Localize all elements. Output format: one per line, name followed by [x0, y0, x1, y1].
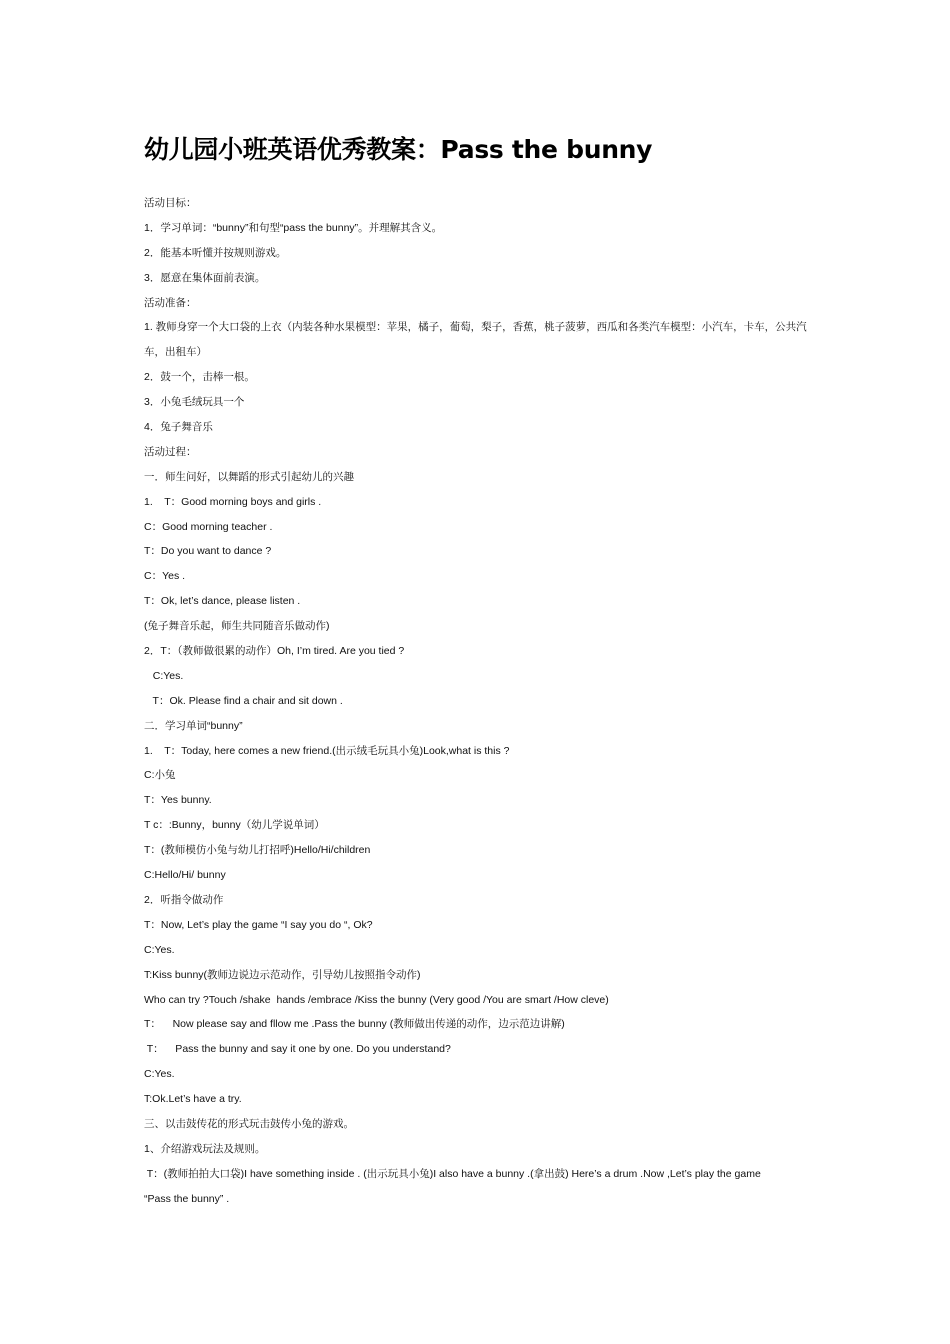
text-line: 4．兔子舞音乐: [144, 421, 213, 434]
text-line: 2．听指令做动作: [144, 893, 224, 906]
text-line: 1．学习单词：“bunny”和句型“pass the bunny”。并理解其含义。: [144, 221, 443, 234]
text-line: 活动目标：: [144, 197, 197, 209]
text-line: T c：:Bunny，bunny（幼儿学说单词）: [144, 819, 325, 832]
text-line: (兔子舞音乐起，师生共同随音乐做动作): [144, 620, 330, 633]
text-line: C:Hello/Hi/ bunny: [144, 869, 226, 882]
text-line: C:小兔: [144, 769, 176, 782]
text-line: 1. T：Today, here comes a new friend.(出示绒毛玩具小兔)Look,what is this ?: [144, 744, 510, 757]
text-line: T：Do you want to dance ?: [144, 545, 272, 558]
text-line: C:Yes.: [144, 1068, 175, 1081]
text-line: 1. 教师身穿一个大口袋的上衣（内装各种水果模型：苹果，橘子，葡萄，梨子，香蕉，桃子菠萝，西瓜和各类汽车模型：小汽车，卡车，公共汽: [144, 321, 807, 334]
text-line: T:Kiss bunny(教师边说边示范动作，引导幼儿按照指令动作): [144, 968, 421, 981]
text-line: 活动准备：: [144, 296, 197, 309]
text-line: T：(教师拍拍大口袋)I have something inside . (出示玩具小兔)I also have a bunny .(拿出鼓) Here’s a drum .Now ,Let’s play the game: [144, 1167, 761, 1180]
text-line: T：Ok. Please find a chair and sit down .: [144, 694, 343, 707]
text-line: 三、以击鼓传花的形式玩击鼓传小兔的游戏。: [144, 1117, 354, 1130]
text-line: C：Good morning teacher .: [144, 520, 273, 533]
text-line: “Pass the bunny” .: [144, 1192, 230, 1205]
document-title: 幼儿园小班英语优秀教案：Pass the bunny: [144, 135, 653, 164]
text-line: T:Ok.Let’s have a try.: [144, 1093, 242, 1106]
text-line: C:Yes.: [144, 669, 184, 682]
text-line: 1. T：Good morning boys and girls .: [144, 495, 322, 508]
text-line: T： Now please say and fllow me .Pass the bunny (教师做出传递的动作，边示范边讲解): [144, 1018, 565, 1031]
text-line: T： Pass the bunny and say it one by one. Do you understand?: [144, 1043, 451, 1056]
text-line: 2．T：（教师做很累的动作）Oh, I’m tired. Are you tied ?: [144, 645, 405, 658]
text-line: T：Yes bunny.: [144, 794, 212, 807]
text-line: 车，出租车）: [144, 346, 207, 359]
text-line: 3．愿意在集体面前表演。: [144, 271, 266, 284]
text-line: Who can try ?Touch /shake hands /embrace /Kiss the bunny (Very good /You are smart /How cleve): [144, 993, 609, 1006]
text-line: T：(教师模仿小兔与幼儿打招呼)Hello/Hi/children: [144, 844, 371, 857]
text-line: 一．师生问好，以舞蹈的形式引起幼儿的兴趣: [144, 470, 354, 483]
text-line: T：Now, Let’s play the game “I say you do “, Ok?: [144, 918, 373, 931]
text-line: 二．学习单词“bunny”: [144, 719, 243, 732]
text-line: 活动过程：: [144, 445, 197, 458]
text-line: C：Yes .: [144, 570, 186, 583]
document-body: [144, 191, 814, 1212]
text-line: C:Yes.: [144, 943, 175, 956]
text-line: 3．小兔毛绒玩具一个: [144, 396, 245, 409]
text-line: 1、介绍游戏玩法及规则。: [144, 1142, 266, 1155]
text-line: T：Ok, let’s dance, please listen .: [144, 595, 301, 608]
text-line: 2．鼓一个，击棒一根。: [144, 371, 255, 384]
text-line: 2．能基本听懂并按规则游戏。: [144, 246, 287, 259]
